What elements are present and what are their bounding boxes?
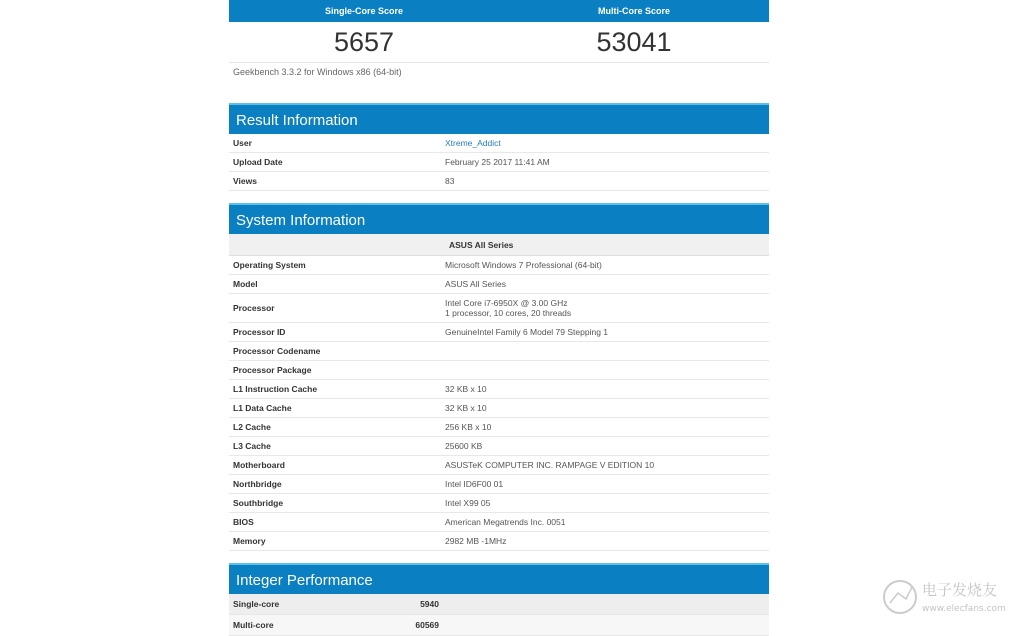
table-row xyxy=(229,594,769,615)
row-value-line: ASUS All Series xyxy=(445,279,506,289)
row-label: Processor Codename xyxy=(233,346,321,356)
row-label: Processor Package xyxy=(233,365,312,375)
row-value: 60569 xyxy=(415,620,439,630)
svg-text:电子发烧友: 电子发烧友 xyxy=(922,581,998,599)
row-value xyxy=(445,517,565,527)
row-value xyxy=(445,279,506,289)
row-value xyxy=(445,327,608,337)
table-row xyxy=(229,134,769,153)
row-value xyxy=(445,384,487,394)
system-header xyxy=(229,234,769,256)
row-label: Operating System xyxy=(233,260,306,270)
row-value-line: 25600 KB xyxy=(445,441,483,451)
row-value xyxy=(445,479,503,489)
row-label: Memory xyxy=(233,536,266,546)
row-value-line: GenuineIntel Family 6 Model 79 Stepping 1 xyxy=(445,327,609,337)
table-row xyxy=(229,153,769,172)
row-value xyxy=(445,441,482,451)
row-label: Southbridge xyxy=(233,498,284,508)
table-row xyxy=(229,380,769,399)
table-row xyxy=(229,323,769,342)
row-value: 83 xyxy=(445,176,455,186)
row-value-line: ASUSTeK COMPUTER INC. RAMPAGE V EDITION 10 xyxy=(445,460,655,470)
table-row xyxy=(229,399,769,418)
row-label: L3 Cache xyxy=(233,441,271,451)
row-value-line: 2982 MB -1MHz xyxy=(445,536,507,546)
row-value-line: 1 processor, 10 cores, 20 threads xyxy=(445,308,572,318)
table-row xyxy=(229,361,769,380)
row-value xyxy=(445,460,654,470)
result-information-title: Result Information xyxy=(229,103,769,134)
row-value xyxy=(445,260,602,270)
row-value xyxy=(445,536,506,546)
table-row xyxy=(229,437,769,456)
result-table xyxy=(229,134,769,191)
table-row xyxy=(229,456,769,475)
row-label: Northbridge xyxy=(233,479,282,489)
single-core-score-label: Single-Core Score xyxy=(324,6,404,16)
row-value xyxy=(445,298,571,318)
row-label: Motherboard xyxy=(233,460,285,470)
row-label: L1 Data Cache xyxy=(233,403,292,413)
row-label: L1 Instruction Cache xyxy=(233,384,318,394)
row-value-line: 32 KB x 10 xyxy=(445,384,487,394)
table-row xyxy=(229,275,769,294)
row-value xyxy=(445,498,490,508)
row-label: Upload Date xyxy=(233,157,283,167)
integer-performance-title: Integer Performance xyxy=(229,563,769,594)
table-row xyxy=(229,513,769,532)
multi-core-score: 53041 xyxy=(596,27,672,57)
single-core-score: 5657 xyxy=(333,27,395,57)
system-information-title: System Information xyxy=(229,203,769,234)
system-name: ASUS All Series xyxy=(449,239,514,250)
row-label: Multi-core xyxy=(233,620,274,630)
table-row xyxy=(229,475,769,494)
row-label: Processor ID xyxy=(233,327,286,337)
geekbench-version: Geekbench 3.3.2 for Windows x86 (64-bit) xyxy=(233,67,402,77)
user-link[interactable]: Xtreme_Addict xyxy=(445,138,501,148)
row-value xyxy=(445,422,491,432)
row-value-line: American Megatrends Inc. 0051 xyxy=(445,517,566,527)
table-row xyxy=(229,172,769,191)
row-value-line: 32 KB x 10 xyxy=(445,403,487,413)
table-row xyxy=(229,342,769,361)
row-label: User xyxy=(233,138,252,148)
row-label: Model xyxy=(233,279,258,289)
row-value-line: Intel X99 05 xyxy=(445,498,491,508)
row-value-line: Microsoft Windows 7 Professional (64-bit) xyxy=(445,260,602,270)
watermark-logo xyxy=(880,573,1020,619)
score-header xyxy=(229,0,769,22)
row-value-line: 256 KB x 10 xyxy=(445,422,492,432)
table-row xyxy=(229,532,769,551)
table-row xyxy=(229,294,769,323)
row-label: Single-core xyxy=(233,599,280,609)
multi-core-score-label: Multi-Core Score xyxy=(597,6,670,16)
row-value xyxy=(445,403,487,413)
row-label: BIOS xyxy=(233,517,254,527)
row-value: February 25 2017 11:41 AM xyxy=(445,157,550,167)
row-value: 5940 xyxy=(420,599,439,609)
table-row xyxy=(229,256,769,275)
row-label: Processor xyxy=(233,303,275,313)
row-label: Views xyxy=(233,176,257,186)
row-label: L2 Cache xyxy=(233,422,271,432)
row-value-line: Intel Core i7-6950X @ 3.00 GHz xyxy=(445,298,568,308)
system-table xyxy=(229,256,769,551)
table-row xyxy=(229,418,769,437)
scores xyxy=(229,22,769,63)
svg-text:www.elecfans.com: www.elecfans.com xyxy=(922,604,1006,614)
table-row xyxy=(229,494,769,513)
row-value-line: Intel ID6F00 01 xyxy=(445,479,504,489)
